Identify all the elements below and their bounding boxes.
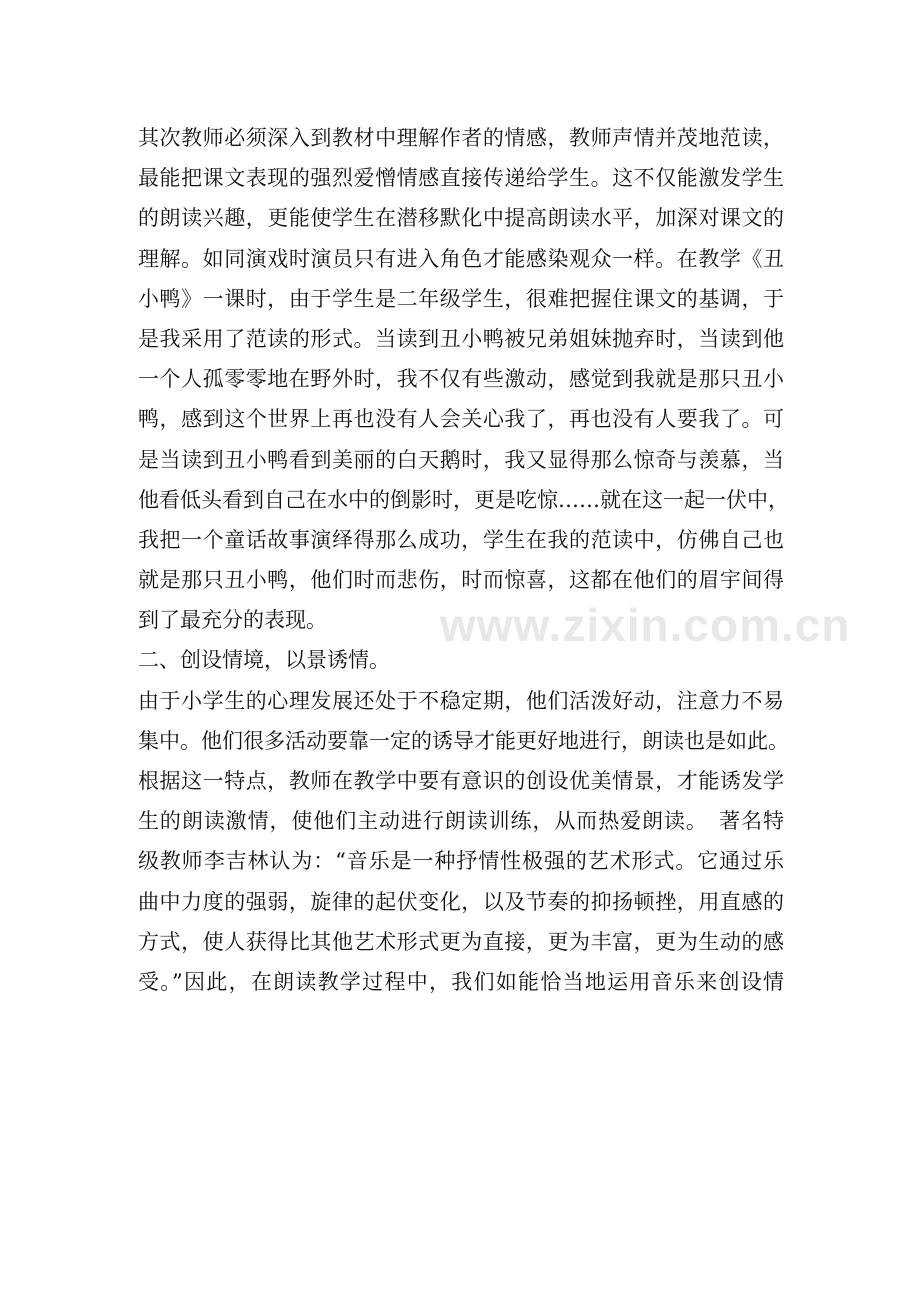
text-line: 曲中力度的强弱，旋律的起伏变化，以及节奏的抑扬顿挫，用直感的 (138, 889, 784, 914)
text-line: 到了最充分的表现。 (138, 608, 327, 633)
text-line: 小鸭》一课时，由于学生是二年级学生，很难把握住课文的基调，于 (138, 286, 784, 311)
text-line: 我把一个童话故事演绎得那么成功，学生在我的范读中，仿佛自己也 (138, 527, 784, 552)
text-line: 鸭，感到这个世界上再也没有人会关心我了，再也没有人要我了。可 (138, 407, 784, 432)
text-line: 其次教师必须深入到教材中理解作者的情感，教师声情并茂地范读， (138, 126, 784, 150)
document-body (138, 118, 851, 1002)
text-line: 二、创设情境，以景诱情。 (138, 648, 390, 673)
text-line: 集中。他们很多活动要靠一定的诱导才能更好地进行，朗读也是如此。 (138, 728, 789, 753)
text-line: 方式，使人获得比其他艺术形式更为直接，更为丰富，更为生动的感 (138, 929, 784, 954)
text-line: 级教师李吉林认为：“音乐是一种抒情性极强的艺术形式。它通过乐 (138, 849, 784, 874)
text-line: 他看低头看到自己在水中的倒影时，更是吃惊……就在这一起一伏中， (138, 487, 789, 512)
text-line: 理解。如同演戏时演员只有进入角色才能感染观众一样。在教学《丑 (138, 246, 784, 271)
text-line: 根据这一特点，教师在教学中要有意识的创设优美情景，才能诱发学 (138, 769, 784, 793)
text-line: 是我采用了范读的形式。当读到丑小鸭被兄弟姐妹抛弃时，当读到他 (138, 326, 784, 351)
text-line: 最能把课文表现的强烈爱憎情感直接传递给学生。这不仅能激发学生 (138, 166, 784, 191)
text-line: 生的朗读激情，使他们主动进行朗读训练，从而热爱朗读。 著名特 (138, 809, 784, 834)
text-line: 受。”因此，在朗读教学过程中，我们如能恰当地运用音乐来创设情 (138, 969, 784, 994)
text-line: 一个人孤零零地在野外时，我不仅有些激动，感觉到我就是那只丑小 (138, 367, 784, 392)
text-line: 是当读到丑小鸭看到美丽的白天鹅时，我又显得那么惊奇与羡慕，当 (138, 447, 784, 472)
text-line: 由于小学生的心理发展还处于不稳定期，他们活泼好动，注意力不易 (138, 688, 784, 713)
text-line: 就是那只丑小鸭，他们时而悲伤，时而惊喜，这都在他们的眉宇间得 (138, 568, 784, 593)
site-watermark: www.zixin.com.cn (440, 599, 851, 651)
text-line: 的朗读兴趣，更能使学生在潜移默化中提高朗读水平，加深对课文的 (138, 206, 784, 231)
